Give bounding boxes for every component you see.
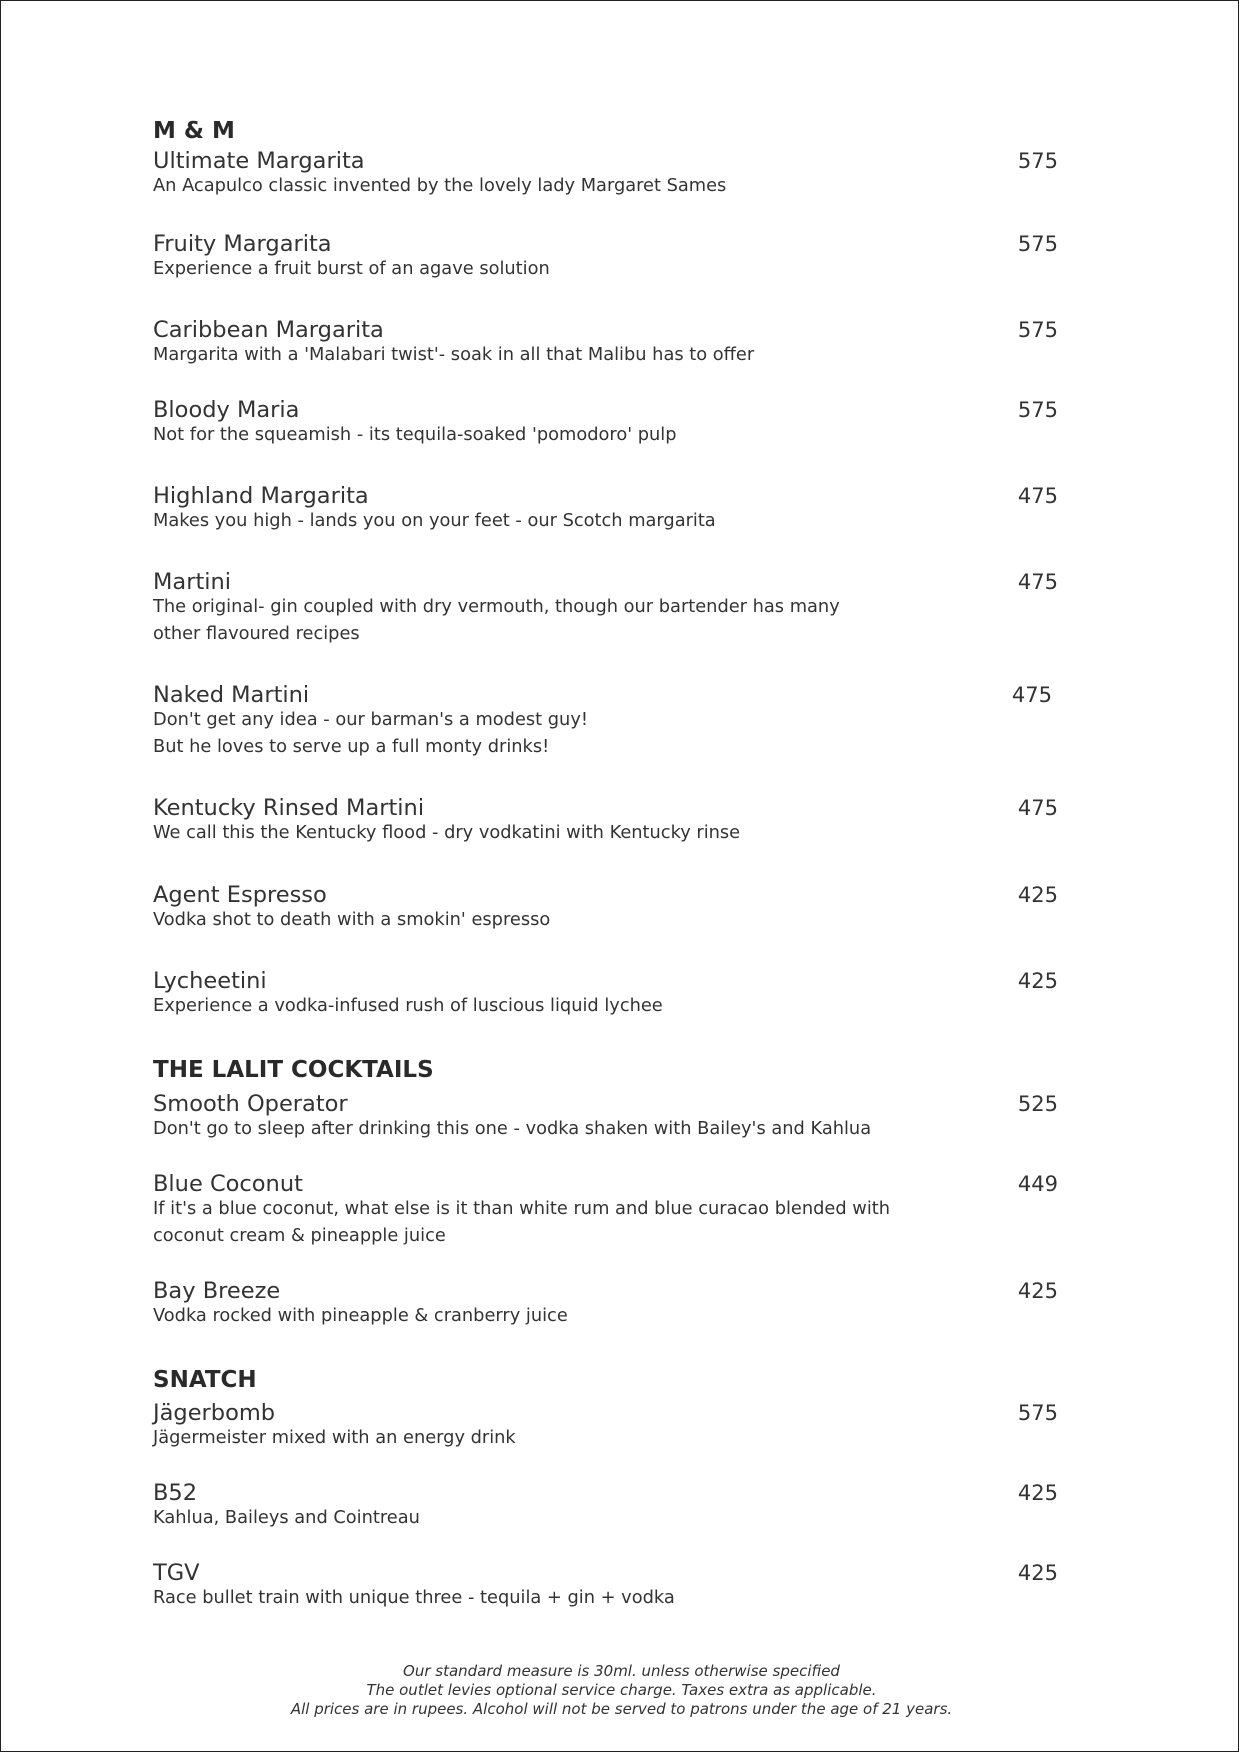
- item-desc-ultimate-margarita: An Acapulco classic invented by the lovely lady Margaret Sames: [153, 175, 727, 196]
- item-name-tgv: TGV: [153, 1560, 200, 1586]
- item-price-agent-espresso: 425: [1017, 883, 1058, 907]
- item-name-bay-breeze: Bay Breeze: [153, 1278, 281, 1304]
- item-price-b52: 425: [1017, 1481, 1058, 1505]
- section-title-m-and-m: M & M: [153, 118, 235, 144]
- item-name-martini: Martini: [153, 569, 232, 595]
- footer-note-measure: Our standard measure is 30ml. unless otherwise specified: [403, 1662, 840, 1680]
- item-price-blue-coconut: 449: [1017, 1172, 1058, 1196]
- item-name-kentucky-rinsed-martini: Kentucky Rinsed Martini: [153, 795, 425, 821]
- item-desc-highland-margarita: Makes you high - lands you on your feet - our Scotch margarita: [153, 510, 716, 531]
- item-desc-blue-coconut-line2: coconut cream & pineapple juice: [153, 1225, 446, 1246]
- section-title-lalit-cocktails: THE LALIT COCKTAILS: [153, 1057, 434, 1083]
- item-name-fruity-margarita: Fruity Margarita: [153, 231, 332, 257]
- item-name-lycheetini: Lycheetini: [153, 968, 267, 994]
- item-price-highland-margarita: 475: [1017, 484, 1058, 508]
- item-desc-martini-line1: The original- gin coupled with dry vermouth, though our bartender has many: [153, 596, 840, 617]
- item-desc-caribbean-margarita: Margarita with a 'Malabari twist'- soak in all that Malibu has to offer: [153, 344, 755, 365]
- item-desc-jagerbomb: Jägermeister mixed with an energy drink: [153, 1427, 516, 1448]
- item-name-blue-coconut: Blue Coconut: [153, 1171, 303, 1197]
- item-desc-fruity-margarita: Experience a fruit burst of an agave solution: [153, 258, 550, 279]
- item-desc-martini-line2: other flavoured recipes: [153, 623, 360, 644]
- item-name-agent-espresso: Agent Espresso: [153, 882, 327, 908]
- item-price-fruity-margarita: 575: [1017, 232, 1058, 256]
- item-name-b52: B52: [153, 1480, 198, 1506]
- item-name-bloody-maria: Bloody Maria: [153, 397, 300, 423]
- item-name-caribbean-margarita: Caribbean Margarita: [153, 317, 384, 343]
- item-price-tgv: 425: [1017, 1561, 1058, 1585]
- item-desc-bay-breeze: Vodka rocked with pineapple & cranberry juice: [153, 1305, 568, 1326]
- item-desc-naked-martini-line1: Don't get any idea - our barman's a modest guy!: [153, 709, 588, 730]
- item-desc-kentucky-rinsed-martini: We call this the Kentucky flood - dry vodkatini with Kentucky rinse: [153, 822, 741, 843]
- item-name-naked-martini: Naked Martini: [153, 682, 310, 708]
- item-name-highland-margarita: Highland Margarita: [153, 483, 369, 509]
- item-desc-lycheetini: Experience a vodka-infused rush of luscious liquid lychee: [153, 995, 663, 1016]
- item-price-martini: 475: [1017, 570, 1058, 594]
- item-desc-smooth-operator: Don't go to sleep after drinking this one - vodka shaken with Bailey's and Kahlua: [153, 1118, 872, 1139]
- item-price-kentucky-rinsed-martini: 475: [1017, 796, 1058, 820]
- item-price-naked-martini: 475: [1011, 683, 1052, 707]
- item-desc-tgv: Race bullet train with unique three - tequila + gin + vodka: [153, 1587, 675, 1608]
- item-price-jagerbomb: 575: [1017, 1401, 1058, 1425]
- item-price-bloody-maria: 575: [1017, 398, 1058, 422]
- item-price-caribbean-margarita: 575: [1017, 318, 1058, 342]
- item-name-ultimate-margarita: Ultimate Margarita: [153, 148, 365, 174]
- item-name-smooth-operator: Smooth Operator: [153, 1091, 348, 1117]
- item-price-smooth-operator: 525: [1017, 1092, 1058, 1116]
- item-price-bay-breeze: 425: [1017, 1279, 1058, 1303]
- item-name-jagerbomb: Jägerbomb: [153, 1400, 276, 1426]
- footer-note-prices-age: All prices are in rupees. Alcohol will not be served to patrons under the age of 21 years.: [290, 1700, 953, 1718]
- item-desc-naked-martini-line2: But he loves to serve up a full monty drinks!: [153, 736, 550, 757]
- section-title-snatch: SNATCH: [153, 1367, 257, 1393]
- item-desc-bloody-maria: Not for the squeamish - its tequila-soaked 'pomodoro' pulp: [153, 424, 677, 445]
- footer-note-service-charge: The outlet levies optional service charge. Taxes extra as applicable.: [366, 1681, 877, 1699]
- item-desc-b52: Kahlua, Baileys and Cointreau: [153, 1507, 420, 1528]
- item-price-lycheetini: 425: [1017, 969, 1058, 993]
- item-desc-blue-coconut-line1: If it's a blue coconut, what else is it than white rum and blue curacao blended with: [153, 1198, 891, 1219]
- item-desc-agent-espresso: Vodka shot to death with a smokin' espresso: [153, 909, 551, 930]
- item-price-ultimate-margarita: 575: [1017, 149, 1058, 173]
